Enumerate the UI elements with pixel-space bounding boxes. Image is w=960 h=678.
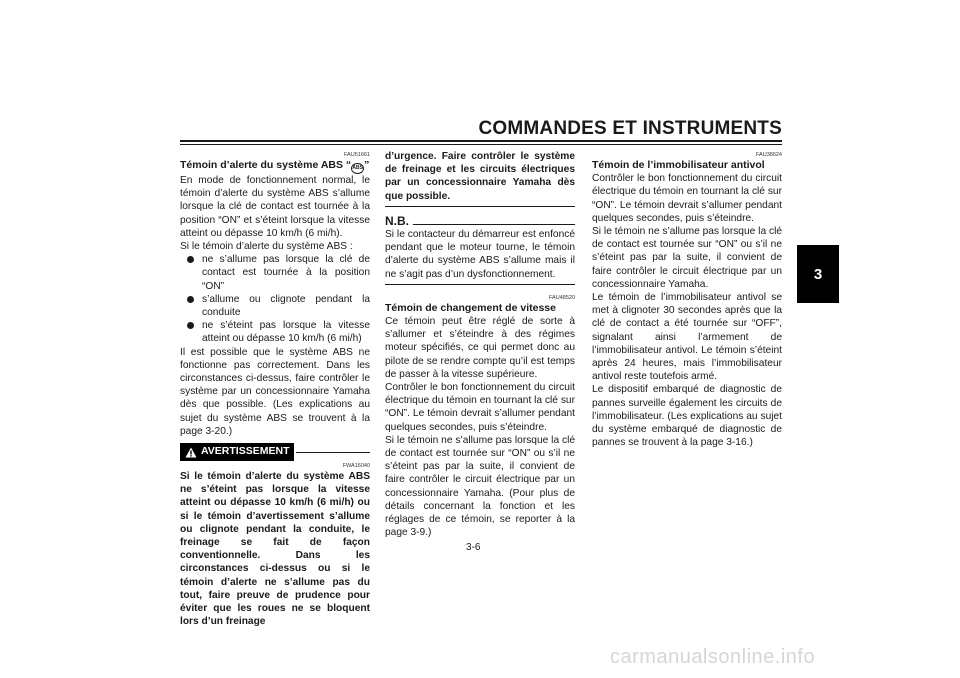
note-end-rule [385, 284, 575, 285]
watermark: carmanualsonline.info [610, 646, 816, 668]
note-title: N.B. [385, 213, 409, 228]
section-heading-shift: Témoin de changement de vitesse [385, 301, 556, 314]
bullet-dot-icon [187, 322, 194, 329]
paragraph: En mode de fonctionnement normal, le témoin d’alerte du système ABS s’allume lorsque la clé de contact est tournée à la position “ON” et s’éteint lorsque la vitesse atteint ou dépasse 10 km/h (6 mi/h). [180, 175, 370, 239]
section-heading-immobilizer: Témoin de l’immobilisateur antivol [592, 159, 765, 171]
paragraph: Si le témoin d’alerte du système ABS : [180, 241, 353, 253]
page-number: 3-6 [466, 542, 481, 553]
paragraph: Ce témoin peut être réglé de sorte à s’allumer et s’éteindre à des régimes moteur spécifiés, ce qui permet donc au pilote de se rendre compte qu’il est temps de passer à la vitesse supérieure. [385, 316, 575, 380]
bullet-item: s’allume ou clignote pendant la conduite [180, 293, 370, 319]
paragraph: Si le témoin ne s’allume pas lorsque la clé de contact est tournée sur “ON” ou s’il ne s’éteint pas par la suite, il convient de faire contrôler le circuit électrique par un concessionnaire Yamaha. [592, 226, 782, 290]
bullet-item: ne s’allume pas lorsque la clé de contact est tournée à la position “ON” [180, 253, 370, 293]
warning-triangle-icon [185, 447, 197, 458]
paragraph: Il est possible que le système ABS ne fonctionne pas correctement. Dans les circonstances ci-dessus, faire contrôler le système par un concessionnaire Yamaha dès que possible. (Les explications au sujet du système ABS se trouvent à la page 3-20.) [180, 346, 370, 437]
paragraph: Le dispositif embarqué de diagnostic de pannes surveille également les circuits de l’immobilisateur. (Les explications au sujet du système embarqué de diagnostic de pannes se trouvent à la page 3-16.) [592, 384, 782, 449]
warning-text-continued: d’urgence. Faire contrôler le système de freinage et les circuits électriques par un concessionnaire Yamaha dès que possible. [385, 151, 575, 202]
warning-header [180, 443, 370, 461]
warning-label: AVERTISSEMENT [201, 445, 290, 458]
column-right [592, 150, 782, 449]
warning-label-box [180, 443, 294, 461]
ref-code: FAU38624 [756, 152, 782, 158]
warning-end-rule [385, 206, 575, 207]
bullet-dot-icon [187, 296, 194, 303]
chapter-tab: 3 [797, 245, 839, 303]
bullet-item: ne s’éteint pas lorsque la vitesse atteint ou dépasse 10 km/h (6 mi/h) [180, 319, 370, 345]
note-header [385, 215, 575, 228]
bullet-dot-icon [187, 256, 194, 263]
paragraph: Le témoin de l’immobilisateur antivol se met à clignoter 30 secondes après que la clé de contact a été tournée sur “OFF”, signalant ainsi l’armement de l’immobilisateur antivol. Le témoin s’éteint après 24 heures, mais l’immobilisateur antivol reste toutefois armé. [592, 292, 782, 383]
paragraph: Si le témoin ne s’allume pas lorsque la clé de contact est tournée sur “ON” ou s’il ne s’éteint pas par la suite, il convient de faire contrôler le circuit électrique par un concessionnaire Yamaha. (Pour plus de détails concernant la fonction et les réglages de ce témoin, se reporter à la page 3-9.) [385, 434, 575, 539]
column-left [180, 150, 370, 629]
header-rule-thin [180, 144, 782, 145]
header-rule-thick [180, 140, 782, 142]
column-middle [385, 150, 575, 539]
note-text: Si le contacteur du démarreur est enfoncé pendant que le moteur tourne, le témoin d’alerte du système ABS s’allume mais il ne s’agit pas d’un dysfonctionnement. [385, 229, 575, 280]
paragraph: Contrôler le bon fonctionnement du circuit électrique du témoin en tournant la clé sur “ON”. Le témoin devrait s’allumer pendant quelques secondes, puis s’éteindre. [385, 382, 575, 433]
warning-rule [296, 452, 370, 453]
note-rule [413, 224, 575, 225]
page-header-title: COMMANDES ET INSTRUMENTS [478, 118, 782, 139]
ref-code: FAU48520 [549, 294, 575, 301]
ref-code: FWA16040 [342, 463, 370, 470]
ref-code: FAU51661 [344, 152, 370, 158]
paragraph: Contrôler le bon fonctionnement du circuit électrique du témoin en tournant la clé sur “ON”. Le témoin devrait s’allumer pendant quelques secondes, puis s’éteindre. [592, 173, 782, 224]
section-heading-abs: Témoin d’alerte du système ABS “ABS” [180, 159, 370, 174]
abs-icon: ABS [351, 163, 364, 174]
warning-text: Si le témoin d’alerte du système ABS ne s’éteint pas lorsque la vitesse atteint ou dépasse 10 km/h (6 mi/h) ou si le témoin d’avertissement s’allume ou clignote pendant la conduite, le freinage se fait de façon conventionnelle. Dans les circonstances ci-dessus ou si le témoin d’alerte ne s’allume pas du tout, faire preuve de prudence pour éviter que les roues ne se bloquent lors d’un freinage [180, 471, 370, 628]
